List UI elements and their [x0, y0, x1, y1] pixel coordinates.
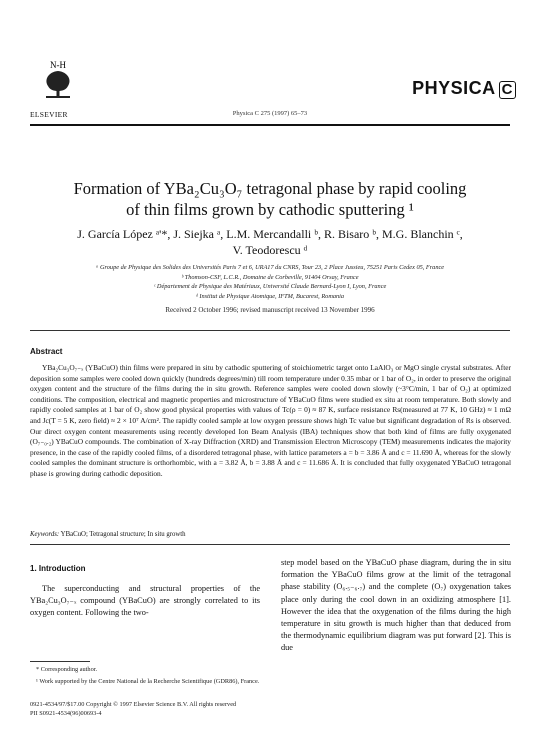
- keywords-values: YBaCuO; Tetragonal structure; In situ growth: [60, 531, 186, 538]
- header-rule: [30, 124, 510, 126]
- right-column: step model based on the YBaCuO phase diagram, during the in situ formation the YBaCuO films grow at the limit of the tetragonal phase stability (O₆.₅₋₆.₇) and the complete (O₇) oxygenation takes place only during the cool down in an oxidizing atmosphere [1]. However the idea that the oxygenation of the films during the high temperature in situ growth is much higher than that deduced from the thermodynamic equilibrium diagram was put forward [2]. This is due: [281, 558, 511, 653]
- intro-paragraph: The superconducting and structural properties of the YBa₂Cu₃O₇₋ₓ compound (YBaCuO) are strongly correlated to its oxygen content. Following the two-: [30, 584, 260, 618]
- logo-mark-text: N-H: [50, 60, 66, 70]
- left-column: [30, 560, 260, 620]
- article-title: Formation of YBa₂Cu₃O₇ tetragonal phase by rapid cooling of thin films grown by cathodic sputtering ¹: [73, 179, 467, 219]
- journal-logo: [412, 78, 516, 99]
- footnotes: * Corresponding author. ¹ Work supported by the Centre National de la Recherche Scientifique (GDR86), France.: [36, 666, 260, 685]
- keywords: [30, 531, 186, 538]
- section-heading: 1. Introduction: [30, 564, 86, 573]
- elsevier-tree-logo: [40, 58, 76, 100]
- journal-name: PHYSICA: [412, 78, 496, 98]
- journal-letter: C: [499, 81, 516, 99]
- keywords-label: Keywords:: [30, 531, 60, 538]
- received-dates: Received 2 October 1996; revised manuscript received 13 November 1996: [165, 306, 375, 314]
- copyright-block: [30, 700, 510, 718]
- abstract-text: YBa₂Cu₃O₇₋ₓ (YBaCuO) thin films were prepared in situ by cathodic sputtering of stoichiometric target onto LaAlO₃ or MgO single crystal substrates. After deposition some samples were cooled down quickly (hundreds degrees/min) till room temperature under 0.35 mbar or 1 bar of O₂, in order to preserve the original oxygen content and the structure of the films during the in situ growth. Reference samples were cooled down slowly (~3°C/min, 1 bar of O₂) at optimized conditions. The composition, electrical and magnetic properties and microstructure of YBaCuO films were studied ex situ at room temperature. Both slowly and rapidly cooled samples at 1 bar of O₂ show good physical properties with values of Tc(ρ = 0) ≈ 87 K, surface resistance Rs(measured at 77 K, 10 GHz) ≈ 1 mΩ and Jc(T = 5 K, zero field) ≈ 2 × 10⁷ A/cm². The rapidly cooled sample at low oxygen pressure shows high Tc value but significant degradation of Rs is observed. Our direct oxygen content measurements using recently developed Ion Beam Analysis (IBA) techniques show that both kind of films are fully oxygenated (O₇₋₀.₂) YBaCuO compounds. The combination of X-ray Diffraction (XRD) and Transmission Electron Microscopy (TEM) measurements indicates the majority presence, in the case of the rapidly cooled films, of a disordered tetragonal phase, with lattice parameters a = b = 3.86 Å and c = 11.690 Å, whereas for the slowly cooled samples the dominant structure is orthorhombic, with a = 3.82 Å, b = 3.88 Å and c = 11.686 Å. It is concluded that fully oxygenated YBaCuO tetragonal phase is growing during cathodic deposition.: [30, 363, 511, 478]
- publisher-name: ELSEVIER: [30, 110, 68, 119]
- pii-line: PII S0921-4534(96)00693-4: [30, 710, 102, 717]
- footnote-rule: [30, 661, 90, 662]
- journal-citation: Physica C 275 (1997) 65–73: [232, 110, 308, 117]
- abstract-bottom-rule: [30, 544, 510, 545]
- affiliations: ᵃ Groupe de Physique des Solides des Universités Paris 7 et 6, URA17 du CNRS, Tour 23, 2 Place Jussieu, 75251 Paris Cedex 05, France ᵇ Thomson-CSF, L.C.R., Domaine de Corbeville, 91404 Orsay, France ᶜ Département de Physique des Matériaux, Université Claude Bernard-Lyon I, Lyon, France ᵈ Institut de Physique Atomique, IFTM, Bucarest, Romania: [95, 264, 445, 300]
- abstract-heading: Abstract: [30, 347, 63, 356]
- abstract-top-rule: [30, 330, 510, 331]
- author-list: J. García López ᵃ'*, J. Siejka ᵃ, L.M. Mercandalli ᵇ, R. Bisaro ᵇ, M.G. Blanchin ᶜ, V. Teodorescu ᵈ: [77, 227, 463, 257]
- issn-line: 0921-4534/97/$17.00 Copyright © 1997 Elsevier Science B.V. All rights reserved: [30, 701, 237, 708]
